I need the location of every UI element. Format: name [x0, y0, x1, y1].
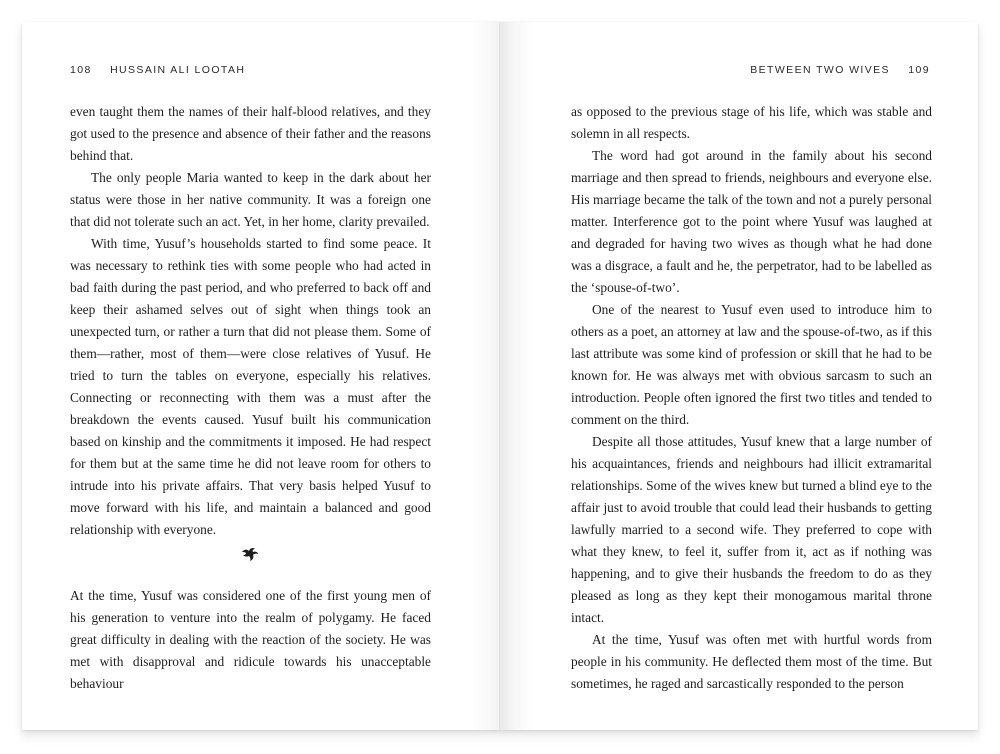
right-running-header: [750, 64, 930, 76]
paragraph: The word had got around in the family about his second marriage and then spread to friends, neighbours and everyone else. His marriage became the talk of the town and not a purely personal matter. Interference got to the point where Yusuf was laughed at and degraded for having two wives as though what he had done was a disgrace, a fault and he, the perpetrator, had to be labelled as the ‘spouse-of-two’.: [571, 148, 932, 295]
right-page: [500, 22, 978, 730]
paragraph: as opposed to the previous stage of his life, which was stable and solemn in all respects.: [571, 104, 932, 141]
left-running-head: HUSSAIN ALI LOOTAH: [110, 64, 246, 76]
paragraph: At the time, Yusuf was often met with hurtful words from people in his community. He deflected them most of the time. But sometimes, he raged and sarcastically responded to the person: [571, 632, 932, 691]
paragraph: One of the nearest to Yusuf even used to introduce him to others as a poet, an attorney at law and the spouse-of-two, as if this last attribute was some kind of profession or skill that he had to be known for. He was always met with obvious sarcasm to such an introduction. People often ignored the first two titles and tended to comment on the third.: [571, 302, 932, 427]
left-page: [22, 22, 500, 730]
right-running-head: BETWEEN TWO WIVES: [750, 64, 890, 76]
paragraph: even taught them the names of their half-blood relatives, and they got used to the presence and absence of their father and the reasons behind that.: [70, 104, 431, 163]
paragraph: Despite all those attitudes, Yusuf knew that a large number of his acquaintances, friends and neighbours had illicit extramarital relationships. Some of the wives knew but turned a blind eye to the affair just to avoid trouble that could lead their husbands to getting lawfully married to a second wife. They preferred to cope with what they knew, to feel it, suffer from it, act as if nothing was happening, and to give their husbands the freedom to do as they pleased as long as they kept their monogamous marital throne intact.: [571, 434, 932, 625]
right-text-block: [571, 101, 932, 695]
left-text-block-2: [70, 585, 431, 695]
left-page-number: 108: [70, 64, 92, 76]
right-page-number: 109: [908, 64, 930, 76]
fleuron-icon: [240, 546, 260, 562]
paragraph: At the time, Yusuf was considered one of the first young men of his generation to venture into the realm of polygamy. He faced great difficulty in dealing with the reaction of the society. He was met with disapproval and ridicule towards his unacceptable behaviour: [70, 588, 431, 691]
paragraph: With time, Yusuf’s households started to find some peace. It was necessary to rethink ties with some people who had acted in bad faith during the past period, and who preferred to back off and keep their ashamed selves out of sight when things took an unexpected turn, or rather a turn that did not please them. Some of them—rather, most of them—were close relatives of Yusuf. He tried to turn the tables on everyone, especially his relatives. Connecting or reconnecting with them was a must after the breakdown the events caused. Yusuf built his communication based on kinship and the commitments it imposed. He had respect for them but at the same time he did not leave room for others to intrude into his private affairs. That very basis helped Yusuf to move forward with his life, and maintain a balanced and good relationship with everyone.: [70, 236, 431, 537]
book-spread: [22, 22, 978, 730]
left-text-block-1: [70, 101, 431, 541]
left-running-header: [70, 64, 245, 76]
paragraph: The only people Maria wanted to keep in the dark about her status were those in her native community. It was a foreign one that did not tolerate such an act. Yet, in her home, clarity prevailed.: [70, 170, 431, 229]
